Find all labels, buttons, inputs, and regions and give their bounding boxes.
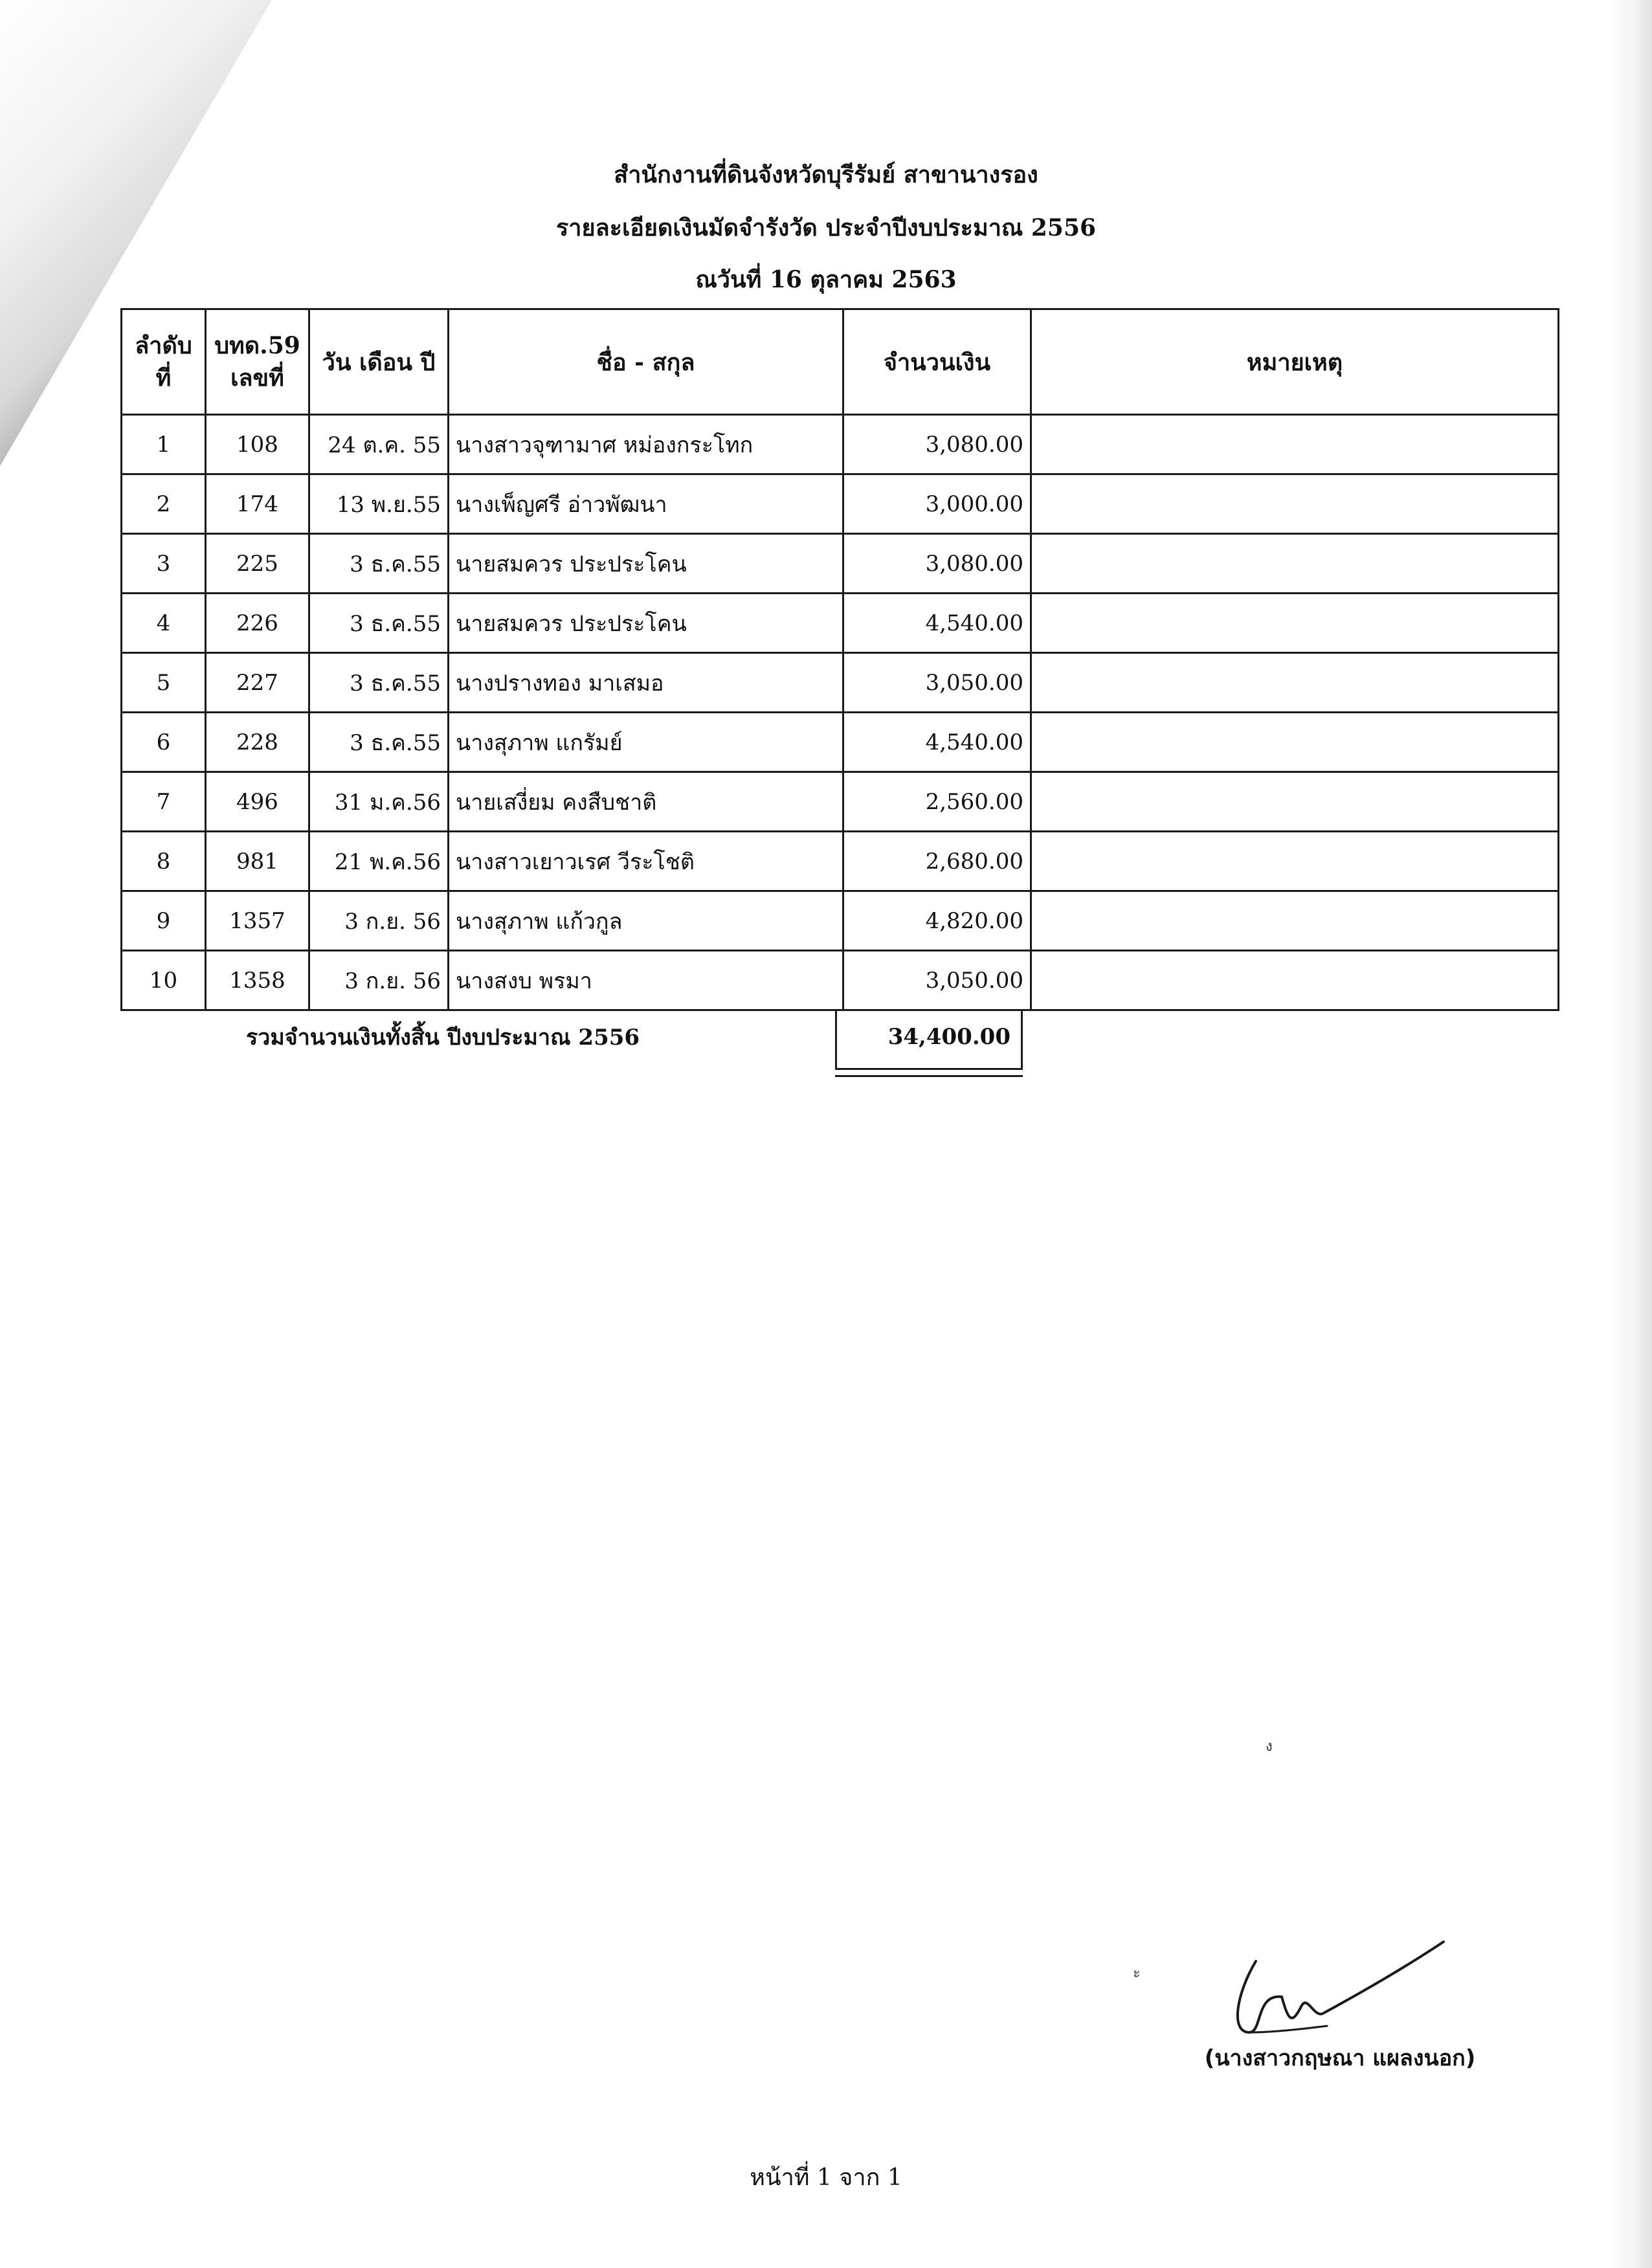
row-ref-cell: 496 (206, 772, 309, 832)
row-amount-cell: 4,820.00 (843, 891, 1031, 951)
row-no-cell: 5 (122, 653, 206, 713)
col-header-ref-line1: บทด.59 (214, 332, 300, 359)
row-note-cell (1031, 713, 1559, 772)
table-row (122, 534, 1559, 594)
row-ref-cell: 227 (206, 653, 309, 713)
row-amount-cell: 3,050.00 (843, 951, 1031, 1010)
row-note-cell (1031, 772, 1559, 832)
row-note-cell (1031, 653, 1559, 713)
page-edge-shadow (1607, 0, 1652, 2268)
row-no-cell: 7 (122, 772, 206, 832)
row-ref-cell: 174 (206, 474, 309, 534)
row-no-cell: 2 (122, 474, 206, 534)
row-name-cell: นางสุภาพ แก้วกูล (449, 891, 843, 951)
row-no-cell: 6 (122, 713, 206, 772)
table-row (122, 951, 1559, 1010)
table-row (122, 415, 1559, 474)
row-amount-cell: 2,680.00 (843, 832, 1031, 891)
row-date-cell: 3 ก.ย. 56 (309, 891, 449, 951)
row-note-cell (1031, 891, 1559, 951)
table-row (122, 713, 1559, 772)
row-ref-cell: 226 (206, 594, 309, 653)
row-note-cell (1031, 534, 1559, 594)
row-amount-cell: 3,080.00 (843, 534, 1031, 594)
total-label: รวมจำนวนเงินทั้งสิ้น ปีงบประมาณ 2556 (246, 1025, 640, 1051)
row-date-cell: 31 ม.ค.56 (309, 772, 449, 832)
signatory-name: (นางสาวกฤษณา แผลงนอก) (1204, 2045, 1476, 2071)
row-name-cell: นายสมควร ประประโคน (449, 594, 843, 653)
deposit-table (120, 308, 1559, 1011)
row-name-cell: นางปรางทอง มาเสมอ (449, 653, 843, 713)
col-header-amount: จำนวนเงิน (843, 309, 1031, 415)
row-name-cell: นางสุภาพ แกรัมย์ (449, 713, 843, 772)
row-no-cell: 4 (122, 594, 206, 653)
stray-mark: ง (1266, 1739, 1273, 1755)
row-note-cell (1031, 951, 1559, 1010)
row-name-cell: นางสงบ พรมา (449, 951, 843, 1010)
table-row (122, 594, 1559, 653)
row-amount-cell: 3,080.00 (843, 415, 1031, 474)
row-no-cell: 9 (122, 891, 206, 951)
table-header-row (122, 309, 1559, 415)
row-name-cell: นายเสงี่ยม คงสืบชาติ (449, 772, 843, 832)
row-date-cell: 3 ธ.ค.55 (309, 653, 449, 713)
row-ref-cell: 108 (206, 415, 309, 474)
row-ref-cell: 981 (206, 832, 309, 891)
stray-mark: ะ (1133, 1965, 1141, 1981)
col-header-note: หมายเหตุ (1031, 309, 1559, 415)
row-no-cell: 10 (122, 951, 206, 1010)
row-note-cell (1031, 415, 1559, 474)
row-date-cell: 3 ธ.ค.55 (309, 594, 449, 653)
page-number: หน้าที่ 1 จาก 1 (750, 2164, 902, 2191)
row-ref-cell: 225 (206, 534, 309, 594)
row-date-cell: 3 ธ.ค.55 (309, 534, 449, 594)
document-title-subject: รายละเอียดเงินมัดจำรังวัด ประจำปีงบประมาณ 2556 (555, 214, 1097, 241)
col-header-date: วัน เดือน ปี (309, 309, 449, 415)
row-note-cell (1031, 832, 1559, 891)
row-ref-cell: 228 (206, 713, 309, 772)
col-header-no-line2: ที่ (155, 364, 172, 392)
table-row (122, 832, 1559, 891)
row-amount-cell: 2,560.00 (843, 772, 1031, 832)
table-row (122, 653, 1559, 713)
table-row (122, 891, 1559, 951)
row-date-cell: 21 พ.ค.56 (309, 832, 449, 891)
total-double-underline (835, 1068, 1023, 1077)
row-date-cell: 3 ธ.ค.55 (309, 713, 449, 772)
table-row (122, 474, 1559, 534)
row-date-cell: 24 ต.ค. 55 (309, 415, 449, 474)
row-name-cell: นางเพ็ญศรี อ่าวพัฒนา (449, 474, 843, 534)
row-date-cell: 3 ก.ย. 56 (309, 951, 449, 1010)
row-ref-cell: 1358 (206, 951, 309, 1010)
total-box (835, 1010, 1023, 1068)
col-header-no-line1: ลำดับ (135, 332, 192, 359)
row-note-cell (1031, 474, 1559, 534)
row-name-cell: นายสมควร ประประโคน (449, 534, 843, 594)
document-title-office: สำนักงานที่ดินจังหวัดบุรีรัมย์ สาขานางรอง (614, 161, 1038, 188)
row-name-cell: นางสาวจุฑามาศ หม่องกระโทก (449, 415, 843, 474)
row-note-cell (1031, 594, 1559, 653)
col-header-ref-line2: เลขที่ (230, 364, 284, 392)
col-header-name: ชื่อ - สกุล (449, 309, 843, 415)
row-ref-cell: 1357 (206, 891, 309, 951)
total-value: 34,400.00 (887, 1024, 1010, 1050)
table-row (122, 772, 1559, 832)
document-date: ณวันที่ 16 ตุลาคม 2563 (695, 266, 957, 293)
row-amount-cell: 3,050.00 (843, 653, 1031, 713)
row-amount-cell: 4,540.00 (843, 594, 1031, 653)
row-date-cell: 13 พ.ย.55 (309, 474, 449, 534)
row-name-cell: นางสาวเยาวเรศ วีระโชติ (449, 832, 843, 891)
row-amount-cell: 4,540.00 (843, 713, 1031, 772)
col-header-no (122, 309, 206, 415)
row-no-cell: 8 (122, 832, 206, 891)
col-header-ref (206, 309, 309, 415)
row-no-cell: 3 (122, 534, 206, 594)
row-no-cell: 1 (122, 415, 206, 474)
row-amount-cell: 3,000.00 (843, 474, 1031, 534)
